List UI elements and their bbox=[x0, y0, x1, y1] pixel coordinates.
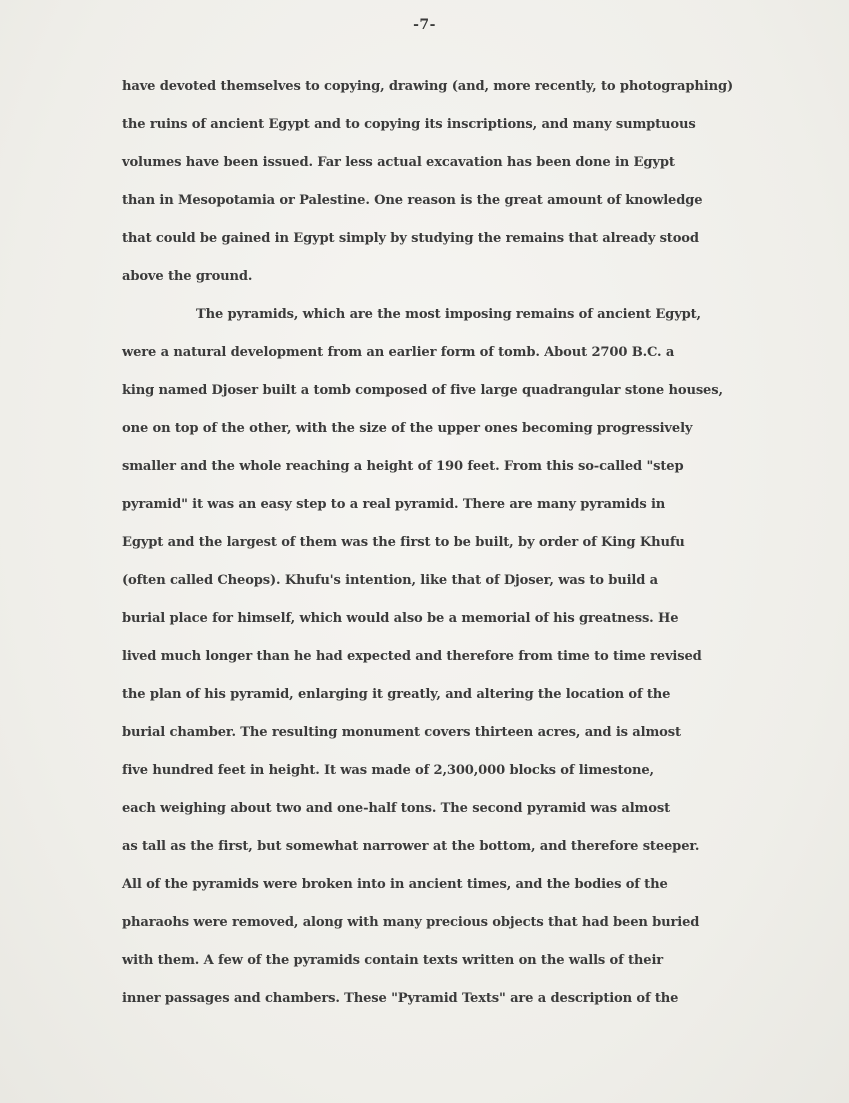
text-line: one on top of the other, with the size of the upper ones becoming progressively bbox=[122, 421, 693, 436]
text-line: that could be gained in Egypt simply by studying the remains that already stood bbox=[122, 231, 699, 246]
text-line: pharaohs were removed, along with many precious objects that had been buried bbox=[122, 915, 700, 930]
text-line: inner passages and chambers. These "Pyramid Texts" are a description of the bbox=[122, 991, 679, 1006]
text-line: five hundred feet in height. It was made of 2,300,000 blocks of limestone, bbox=[122, 763, 654, 778]
text-line: burial place for himself, which would also be a memorial of his greatness. He bbox=[122, 611, 679, 626]
text-line: The pyramids, which are the most imposing remains of ancient Egypt, bbox=[196, 307, 701, 322]
text-line: volumes have been issued. Far less actual excavation has been done in Egypt bbox=[122, 155, 675, 170]
text-line: as tall as the first, but somewhat narrower at the bottom, and therefore steeper. bbox=[122, 839, 700, 854]
text-line: burial chamber. The resulting monument covers thirteen acres, and is almost bbox=[122, 725, 681, 740]
text-line: king named Djoser built a tomb composed of five large quadrangular stone houses, bbox=[122, 383, 723, 398]
text-line: lived much longer than he had expected and therefore from time to time revised bbox=[122, 649, 702, 664]
text-line: with them. A few of the pyramids contain texts written on the walls of their bbox=[122, 953, 664, 968]
text-line: the ruins of ancient Egypt and to copying its inscriptions, and many sumptuous bbox=[122, 117, 696, 132]
page-number: -7- bbox=[413, 17, 436, 33]
text-line: have devoted themselves to copying, drawing (and, more recently, to photographing) bbox=[122, 79, 733, 94]
text-line: than in Mesopotamia or Palestine. One reason is the great amount of knowledge bbox=[122, 193, 703, 208]
text-line: All of the pyramids were broken into in ancient times, and the bodies of the bbox=[122, 877, 668, 892]
text-line: each weighing about two and one-half tons. The second pyramid was almost bbox=[122, 801, 670, 816]
text-line: Egypt and the largest of them was the first to be built, by order of King Khufu bbox=[122, 535, 685, 550]
text-line: smaller and the whole reaching a height of 190 feet. From this so-called "step bbox=[122, 459, 684, 474]
text-line: (often called Cheops). Khufu's intention, like that of Djoser, was to build a bbox=[122, 573, 658, 588]
text-line: were a natural development from an earlier form of tomb. About 2700 B.C. a bbox=[122, 345, 675, 360]
text-line: the plan of his pyramid, enlarging it greatly, and altering the location of the bbox=[122, 687, 671, 702]
text-line: pyramid" it was an easy step to a real pyramid. There are many pyramids in bbox=[122, 497, 666, 512]
text-line: above the ground. bbox=[122, 269, 253, 284]
